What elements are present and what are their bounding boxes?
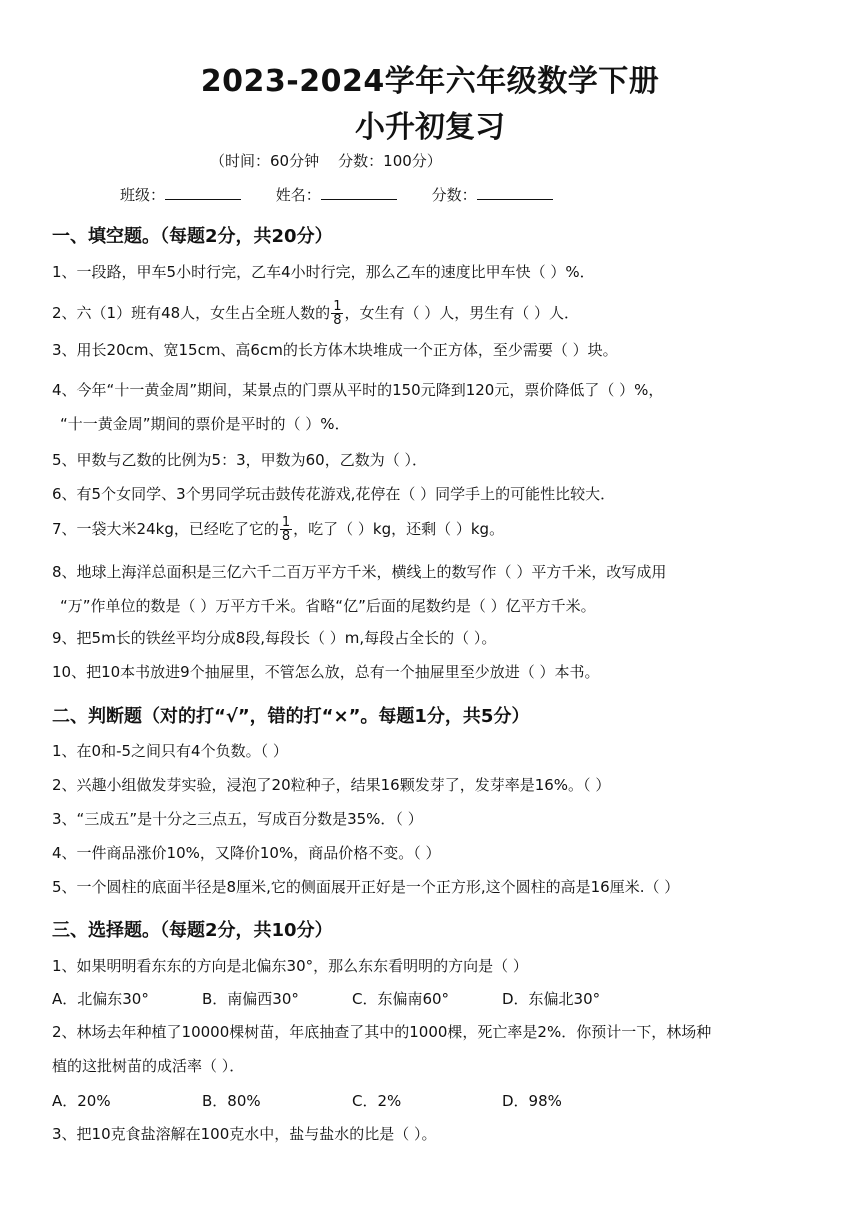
option-c[interactable]: C．东偏南60° [352, 990, 450, 1008]
question-1-6: 6、有5个女同学、3个男同学玩击鼓传花游戏,花停在（ ）同学手上的可能性比较大． [52, 485, 616, 503]
fraction [280, 516, 292, 543]
option-a[interactable]: A．北偏东30° [52, 990, 149, 1008]
question-2-3: 3、“三成五”是十分之三点五，写成百分数是35%．（ ） [52, 810, 423, 828]
question-1-9: 9、把5m长的铁丝平均分成8段,每段长（ ）m,每段占全长的（ ）。 [52, 629, 497, 647]
question-text: ，女生有（ ）人，男生有（ ）人． [344, 304, 580, 322]
section-title-multiple-choice: 三、选择题。（每题2分，共10分） [52, 920, 333, 941]
question-2-1: 1、在0和-5之间只有4个负数。（ ） [52, 742, 288, 760]
question-1-3: 3、用长20cm、宽15cm、高6cm的长方体木块堆成一个正方体，至少需要（ ）块。 [52, 341, 618, 359]
question-1-4: 4、今年“十一黄金周”期间，某景点的门票从平时的150元降到120元，票价降低了（ ）%， [52, 381, 664, 399]
question-1-7 [52, 516, 504, 543]
exam-subtitle: 小升初复习 [355, 110, 505, 145]
question-text: ，吃了（ ）kg，还剩（ ）kg。 [293, 520, 505, 538]
fraction-numerator: 1 [333, 299, 342, 314]
option-c[interactable]: C．2% [352, 1092, 402, 1110]
name-field [276, 184, 397, 205]
option-d[interactable]: D．东偏北30° [502, 990, 601, 1008]
option-b[interactable]: B．南偏西30° [202, 990, 299, 1008]
score-field [432, 184, 553, 205]
exam-meta: （时间：60分钟 分数：100分） [210, 152, 442, 170]
option-b[interactable]: B．80% [202, 1092, 261, 1110]
option-d[interactable]: D．98% [502, 1092, 562, 1110]
name-label: 姓名： [275, 186, 321, 204]
section-title-true-false: 二、判断题（对的打“√”，错的打“×”。每题1分，共5分） [52, 706, 530, 727]
question-1-1: 1、一段路，甲车5小时行完，乙车4小时行完，那么乙车的速度比甲车快（ ）%． [52, 263, 595, 281]
question-2-5: 5、一个圆柱的底面半径是8厘米,它的侧面展开正好是一个正方形,这个圆柱的高是16厘米.（ ） [52, 878, 680, 896]
exam-title: 2023-2024学年六年级数学下册 [200, 64, 660, 99]
question-2-2: 2、兴趣小组做发芽实验，浸泡了20粒种子，结果16颗发芽了，发芽率是16%。（ ） [52, 776, 611, 794]
question-3-1-options [52, 989, 652, 1009]
fraction [331, 300, 343, 327]
score-label: 分数： [431, 186, 477, 204]
score-blank[interactable] [477, 185, 553, 200]
question-text: 2、六（1）班有48人，女生占全班人数的 [52, 304, 331, 322]
fraction-denominator: 8 [333, 313, 342, 328]
option-a[interactable]: A．20% [52, 1092, 111, 1110]
fraction-numerator: 1 [281, 515, 291, 530]
question-1-4-cont: “十一黄金周”期间的票价是平时的（ ）%． [60, 415, 350, 433]
student-info-row [120, 184, 583, 205]
fraction-denominator: 8 [281, 529, 291, 544]
question-1-10: 10、把10本书放进9个抽屉里，不管怎么放，总有一个抽屉里至少放进（ ）本书。 [52, 663, 600, 681]
question-3-2: 2、林场去年种植了10000棵树苗，年底抽查了其中的1000棵，死亡率是2%．你预计一下，林场种 [52, 1023, 712, 1041]
class-blank[interactable] [165, 185, 241, 200]
name-blank[interactable] [321, 185, 397, 200]
question-2-4: 4、一件商品涨价10%，又降价10%，商品价格不变。（ ） [52, 844, 441, 862]
question-3-2-options [52, 1091, 652, 1111]
section-title-fill-blank: 一、填空题。（每题2分，共20分） [52, 226, 333, 247]
question-text: 7、一袋大米24kg，已经吃了它的 [52, 520, 279, 538]
question-1-8: 8、地球上海洋总面积是三亿六千二百万平方千米，横线上的数写作（ ）平方千米，改写成用 [52, 563, 667, 581]
question-1-2 [52, 300, 579, 327]
question-3-1: 1、如果明明看东东的方向是北偏东30°，那么东东看明明的方向是（ ） [52, 957, 528, 975]
class-field [120, 184, 241, 205]
class-label: 班级： [120, 186, 166, 204]
question-3-2-cont: 植的这批树苗的成活率（ ）． [52, 1057, 245, 1075]
question-1-8-cont: “万”作单位的数是（ ）万平方千米。省略“亿”后面的尾数约是（ ）亿平方千米。 [60, 597, 596, 615]
question-3-3: 3、把10克食盐溶解在100克水中，盐与盐水的比是（ ）。 [52, 1125, 437, 1143]
question-1-5: 5、甲数与乙数的比例为5：3，甲数为60，乙数为（ ）． [52, 451, 427, 469]
